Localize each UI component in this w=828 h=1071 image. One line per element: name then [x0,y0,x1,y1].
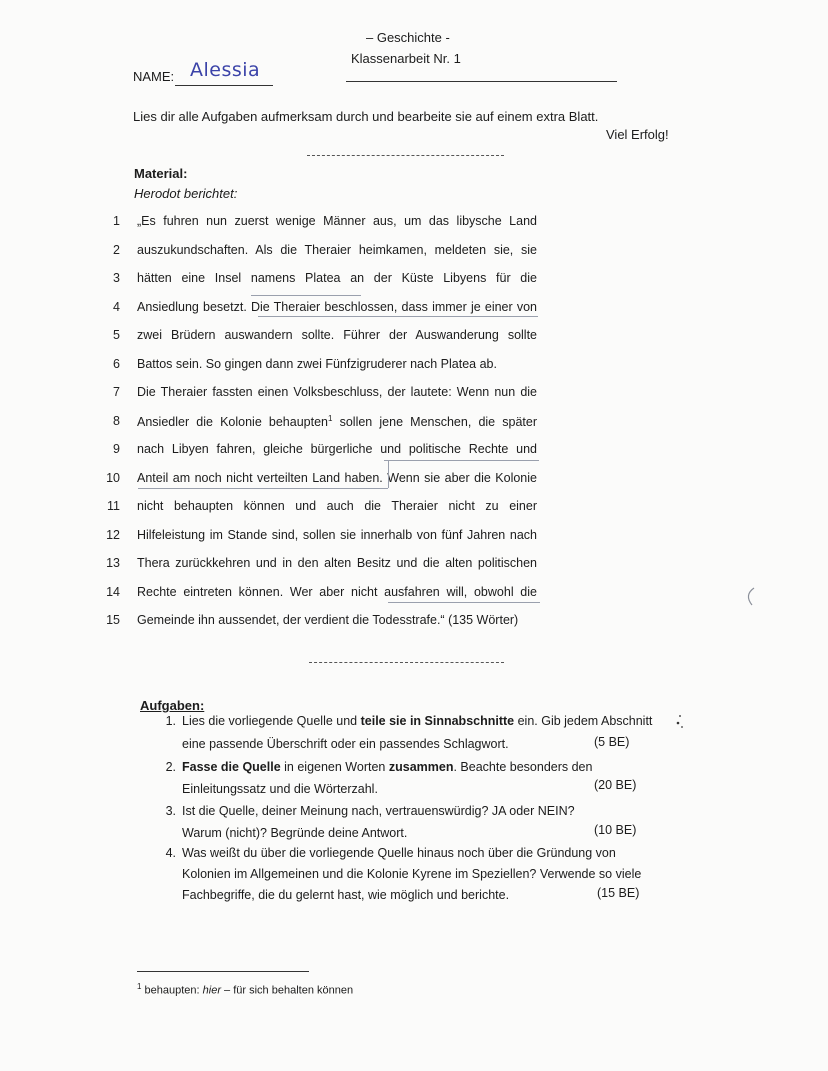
material-source: Herodot berichtet: [134,186,238,201]
footnote-reference: 1 [328,414,333,423]
task-number: 1. [165,714,176,728]
scan-mark [672,712,688,732]
name-label: NAME: [133,69,175,84]
task-keyword: Fasse die Quelle [182,760,281,774]
task-number: 2. [165,760,176,774]
task-keyword: teile sie in Sinnabschnitte [360,714,515,728]
pencil-underline [388,602,540,603]
task-4-points: (15 BE) [597,886,640,900]
task-number: 3. [165,804,176,818]
line-number: 3 [113,271,120,285]
scan-mark [740,585,760,609]
source-line-part: sollen jene Menschen, die später [332,415,537,430]
task-text: ein. Gib jedem Abschnitt [514,714,653,728]
task-2-points: (20 BE) [594,778,637,792]
source-line: Hilfeleistung im Stande sind, sollen sie innerhalb von fünf Jahren nach [137,528,537,542]
source-line: „Es fuhren nun zuerst wenige Männer aus, um das libysche Land [137,214,537,228]
source-line-part: Ansiedler die Kolonie behaupten [137,415,328,430]
pencil-divider-mark [388,461,389,488]
line-number: 10 [106,471,120,485]
source-line: nach Libyen fahren, gleiche bürgerliche und politische Rechte und [137,442,537,456]
task-1-line [182,714,652,728]
pencil-underline [251,295,361,296]
line-number: 2 [113,243,120,257]
subject-title: – Geschichte - [366,30,450,45]
footnote-definition: – für sich behalten können [220,984,354,997]
source-line: Rechte eintreten können. Wer aber nicht ausfahren will, obwohl die [137,585,537,599]
source-line: Anteil am noch nicht verteilten Land haben. Wenn sie aber die Kolonie [137,471,537,485]
task-3-points: (10 BE) [594,823,637,837]
line-number: 13 [106,556,120,570]
line-number: 6 [113,357,120,371]
task-number: 4. [165,846,176,860]
footnote-label: behaupten: [144,984,203,997]
source-line: Die Theraier fassten einen Volksbeschluss, der lautete: Wenn nun die [137,385,537,399]
pencil-underline [384,460,539,461]
line-number: 8 [113,414,120,428]
source-line: zwei Brüdern auswandern sollte. Führer der Auswanderung sollte [137,328,537,342]
task-1-line: eine passende Überschrift oder ein passendes Schlagwort. [182,737,509,751]
name-line [175,85,273,86]
task-2-line: Einleitungssatz und die Wörterzahl. [182,782,378,796]
task-3-line: Warum (nicht)? Begründe deine Antwort. [182,826,408,840]
footnote [137,982,353,997]
source-line: nicht behaupten können und auch die Theraier nicht zu einer [137,499,537,513]
pencil-underline [138,488,388,489]
source-line: Battos sein. So gingen dann zwei Fünfzigruderer nach Platea ab. [137,357,497,371]
task-text: . Beachte besonders den [453,760,593,774]
footnote-term: hier [202,984,221,997]
pencil-underline [258,316,538,317]
task-2-line [182,760,592,774]
task-text: in eigenen Worten [280,760,389,774]
separator-middle [309,662,504,663]
task-text: Lies die vorliegende Quelle und [182,714,361,728]
source-line: Ansiedlung besetzt. Die Theraier beschlossen, dass immer je einer von [137,300,537,314]
good-luck-text: Viel Erfolg! [606,127,669,142]
separator-top [307,155,504,156]
footnote-rule [137,971,309,972]
line-number: 11 [107,499,120,513]
source-line: Gemeinde ihn aussendet, der verdient die Todesstrafe.“ (135 Wörter) [137,613,519,627]
instructions-text: Lies dir alle Aufgaben aufmerksam durch und bearbeite sie auf einem extra Blatt. [133,109,599,124]
line-number: 12 [106,528,120,542]
footnote-mark: 1 [137,982,142,991]
line-number: 14 [106,585,120,599]
line-number: 1 [113,214,120,228]
exam-title: Klassenarbeit Nr. 1 [351,51,461,66]
source-line: auszukundschaften. Als die Theraier heimkamen, meldeten sie, sie [137,243,537,257]
line-number: 5 [113,328,120,342]
task-keyword: zusammen [388,760,454,774]
source-line: Thera zurückkehren und in den alten Besitz und die alten politischen [137,556,537,570]
material-heading: Material: [134,166,188,181]
line-number: 7 [113,385,120,399]
source-line: hätten eine Insel namens Platea an der Küste Libyens für die [137,271,537,285]
line-number: 4 [113,300,120,314]
task-1-points: (5 BE) [594,735,630,749]
task-4-line: Was weißt du über die vorliegende Quelle hinaus noch über die Gründung von [182,846,616,860]
task-4-line: Fachbegriffe, die du gelernt hast, wie möglich und berichte. [182,888,510,902]
tasks-heading: Aufgaben: [140,698,205,713]
task-3-line: Ist die Quelle, deiner Meinung nach, vertrauenswürdig? JA oder NEIN? [182,804,575,818]
task-4-line: Kolonien im Allgemeinen und die Kolonie Kyrene im Speziellen? Verwende so viele [182,867,642,881]
source-line [137,414,537,429]
line-number: 15 [106,613,120,627]
header-underline [346,81,617,82]
student-name-handwritten: Alessia [190,59,261,81]
line-number: 9 [113,442,120,456]
